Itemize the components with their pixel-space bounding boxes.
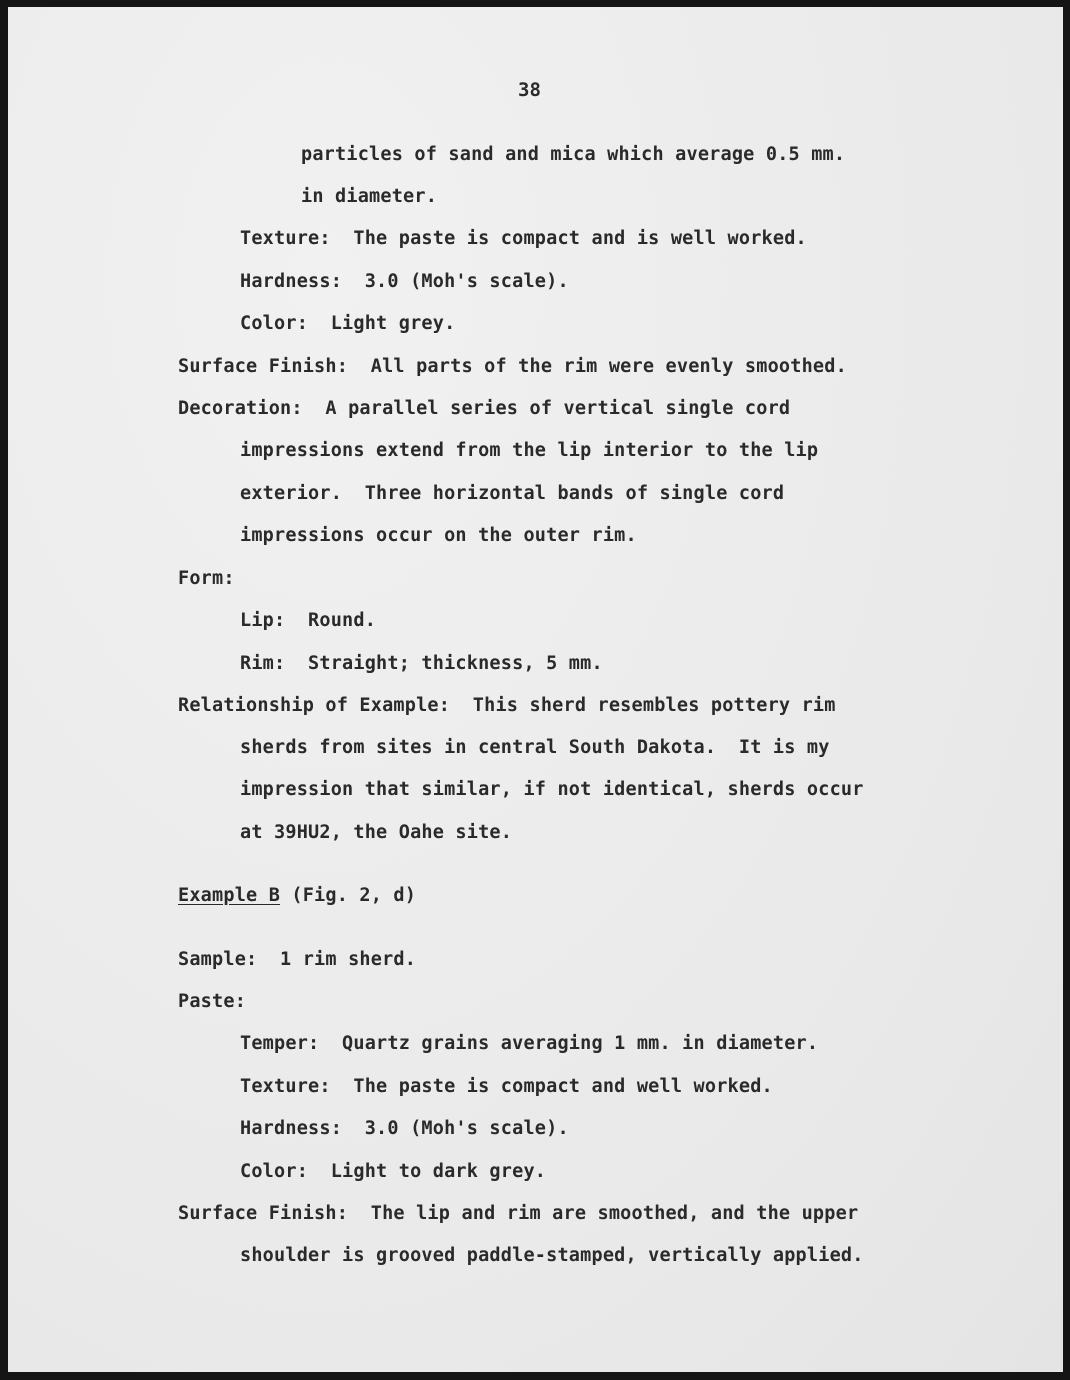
text-line: Lip: Round. — [240, 610, 377, 631]
text-line: Texture: The paste is compact and is well worked. — [240, 228, 807, 249]
text-line: Paste: — [178, 991, 247, 1012]
text-line: impressions occur on the outer rim. — [240, 525, 637, 546]
text-line: Hardness: 3.0 (Moh's scale). — [240, 1118, 569, 1139]
text-line: Form: — [178, 568, 235, 589]
text-line: particles of sand and mica which average 0.5 mm. — [301, 144, 846, 165]
text-line: impressions extend from the lip interior to the lip — [240, 440, 819, 461]
page-number: 38 — [518, 79, 541, 101]
text-line: Hardness: 3.0 (Moh's scale). — [240, 271, 569, 292]
text-line: shoulder is grooved paddle-stamped, vertically applied. — [240, 1245, 864, 1266]
text-line: Rim: Straight; thickness, 5 mm. — [240, 653, 603, 674]
text-line: exterior. Three horizontal bands of single cord — [240, 483, 785, 504]
section-heading-rest: (Fig. 2, d) — [280, 885, 417, 906]
text-line: Color: Light to dark grey. — [240, 1161, 547, 1182]
text-line: Decoration: A parallel series of vertical single cord — [178, 398, 791, 419]
document-page — [8, 7, 1063, 1372]
text-line: sherds from sites in central South Dakota. It is my — [240, 737, 830, 758]
section-heading-underlined: Example B — [178, 885, 281, 906]
text-line: Surface Finish: The lip and rim are smoothed, and the upper — [178, 1203, 859, 1224]
text-line: impression that similar, if not identical, sherds occur — [240, 779, 864, 800]
text-line: Relationship of Example: This sherd resembles pottery rim — [178, 695, 836, 716]
text-line: Color: Light grey. — [240, 313, 456, 334]
text-line: Sample: 1 rim sherd. — [178, 949, 417, 970]
text-line: Texture: The paste is compact and well worked. — [240, 1076, 773, 1097]
text-line: Temper: Quartz grains averaging 1 mm. in diameter. — [240, 1033, 819, 1054]
section-heading — [178, 885, 416, 907]
text-line: at 39HU2, the Oahe site. — [240, 822, 513, 843]
text-line: in diameter. — [301, 186, 438, 207]
text-line: Surface Finish: All parts of the rim were evenly smoothed. — [178, 356, 847, 377]
